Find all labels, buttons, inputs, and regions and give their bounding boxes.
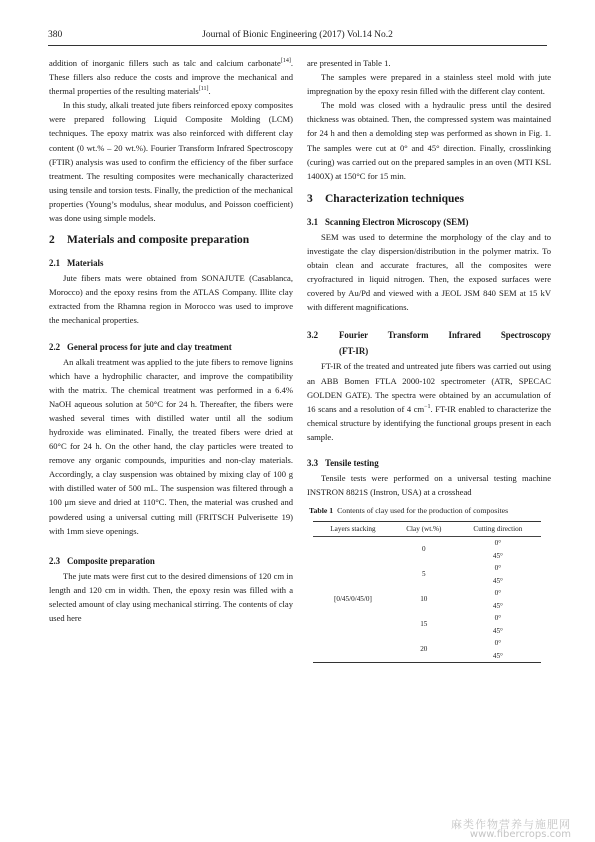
section-3-heading: 3 Characterization techniques <box>307 192 464 205</box>
table-row: 15 0° 45° <box>420 614 503 635</box>
table-header-clay: Clay (wt.%) <box>393 522 455 537</box>
left-column <box>49 56 293 625</box>
ftir-paragraph: FT-IR of the treated and untreated jute fibers was carried out using an ABB Bomen FTLA 2000-102 spectrometer (ATR, SPECAC GOLDEN GATE). The spectra were obtained by an accumulation of 16 scans and a resolution of 4 $cm^{-1}$. FT-IR enabled to characterize the chemical structure by identifying the functional groups present in each sample. <box>307 361 551 442</box>
section-3-1-heading: 3.1 Scanning Electron Microscopy (SEM) <box>307 216 469 227</box>
citation-11: [11] <box>198 86 209 93</box>
page-number: 380 <box>48 30 63 40</box>
table-row: 20 0° 45° <box>313 637 541 663</box>
composite-preparation-paragraph: The jute mats were first cut to the desired dimensions of 120 cm in length and 120 cm in width. Then, the epoxy resin was filled with a selected amount of clay using mechanical stirring. The contents of clay used here <box>49 570 293 623</box>
table-1-caption: Table 1 Contents of clay used for the production of composites <box>309 506 509 516</box>
tensile-paragraph: Tensile tests were performed on a universal testing machine INSTRON 8821S (Instron, USA) at a crosshead <box>307 472 551 498</box>
treatment-paragraph: An alkali treatment was applied to the jute fibers to remove lignins which have a hydrophilic character, and improve the compatibility with the matrix. The chemical treatment was performed in a 6.4% NaOH aqueous solution at 50°C for 24 h. Thereafter, the fibers were washed several times with distilled water until all the sodium hydroxide was eliminated. Finally, the treated fibers were dried at 60°C for 24 h. On the other hand, the clay particles were treated to remove any organic compounds, impurities and non-clay materials. Accordingly, a clay suspension was obtained by mixing clay of 100 g with distilled water of 500 mL. The suspension was filtered through a 100 μm sieve and dried at 110°C. Then, the material was crushed and powdered using a universal cutting mill (FRITSCH Pulverisette 19) with 1mm sieve openings. <box>49 356 293 536</box>
section-2-3-heading: 2.3 Composite preparation <box>49 555 155 566</box>
table-header-cutting: Cutting direction <box>455 522 541 537</box>
materials-paragraph: Jute fibers mats were obtained from SONAJUTE (Casablanca, Morocco) and the epoxy resins from the ATLAS Company. Illite clay extracted from the Rhamna region in Morocco was used to improve the mechanical properties. <box>49 273 293 326</box>
section-2-heading: 2 Materials and composite preparation <box>49 234 250 247</box>
table-header-stacking: Layers stacking <box>313 522 393 537</box>
running-header <box>48 30 547 46</box>
citation-14: [14] <box>280 58 291 65</box>
clay-content-table <box>313 521 541 663</box>
intro-paragraph-end: addition of inorganic fillers such as talc and calcium carbonate[14]. These fillers also reduce the costs and improve the mechanical and thermal properties of the resulting materials[11]. <box>49 58 293 97</box>
section-2-2-heading: 2.2 General process for jute and clay treatment <box>49 341 232 352</box>
table-row: 10 0° 45° <box>420 589 503 610</box>
header-rule <box>48 45 547 46</box>
watermark-site-name: 麻类作物营养与施肥网 <box>451 818 571 831</box>
journal-title: Journal of Bionic Engineering (2017) Vol.14 No.2 <box>202 30 393 40</box>
table-row: 5 0° 45° <box>422 564 503 585</box>
section-3-3-heading: 3.3 Tensile testing <box>307 457 379 468</box>
table-row: [0/45/0/45/0] 0 0° 45° <box>313 537 541 563</box>
stacking-cell: [0/45/0/45/0] <box>313 537 393 663</box>
sem-paragraph: SEM was used to determine the morphology of the clay and to investigate the clay dispersion/distribution in the polymer matrix. To obtain clean and accurate fractures, all the composites were cryofractured in liquid nitrogen. Then, the exposed surfaces were covered by Au/Pd and viewed with a JEOL JSM 840 SEM at 15 kV with different magnifications. <box>307 231 551 313</box>
section-2-1-heading: 2.1 Materials <box>49 258 104 269</box>
watermark-url: www.fibercrops.com <box>469 829 571 840</box>
right-column <box>307 56 551 663</box>
section-3-2-heading: 3.2 Fourier Transform Infrared Spectroscopy <box>307 330 551 341</box>
section-3-2-heading-cont: (FT-IR) <box>339 346 369 357</box>
press-paragraph: The mold was closed with a hydraulic press until the desired thickness was obtained. Then, the compressed system was maintained for 24 h and then a demolding step was performed as shown in Fig. 1. The samples were cut at 0° and 45° direction. Finally, crosslinking (curing) was carried out on the prepared samples in an oven (MTI KSL 1400X) at 150°C for 15 min. <box>307 100 551 181</box>
mold-paragraph: The samples were prepared in a stainless steel mold with jute impregnation by the epoxy resin filled with the different clay content. <box>307 72 551 97</box>
table-reference-line: are presented in Table 1. <box>307 58 391 68</box>
study-paragraph: In this study, alkali treated jute fibers reinforced epoxy composites were prepared following Liquid Composite Molding (LCM) techniques. The epoxy matrix was also reinforced with different clay content (0 wt.% – 20 wt.%). Fourier Transform Infrared Spectroscopy (FTIR) analysis was used to confirm the efficiency of the fiber surface treatment. The resulting composites were mechanically characterized using tensile and torsion tests. Finally, the prediction of the mechanical properties (Young’s modulus, shear modulus, and Poisson coefficient) was done using simple models. <box>49 100 293 224</box>
